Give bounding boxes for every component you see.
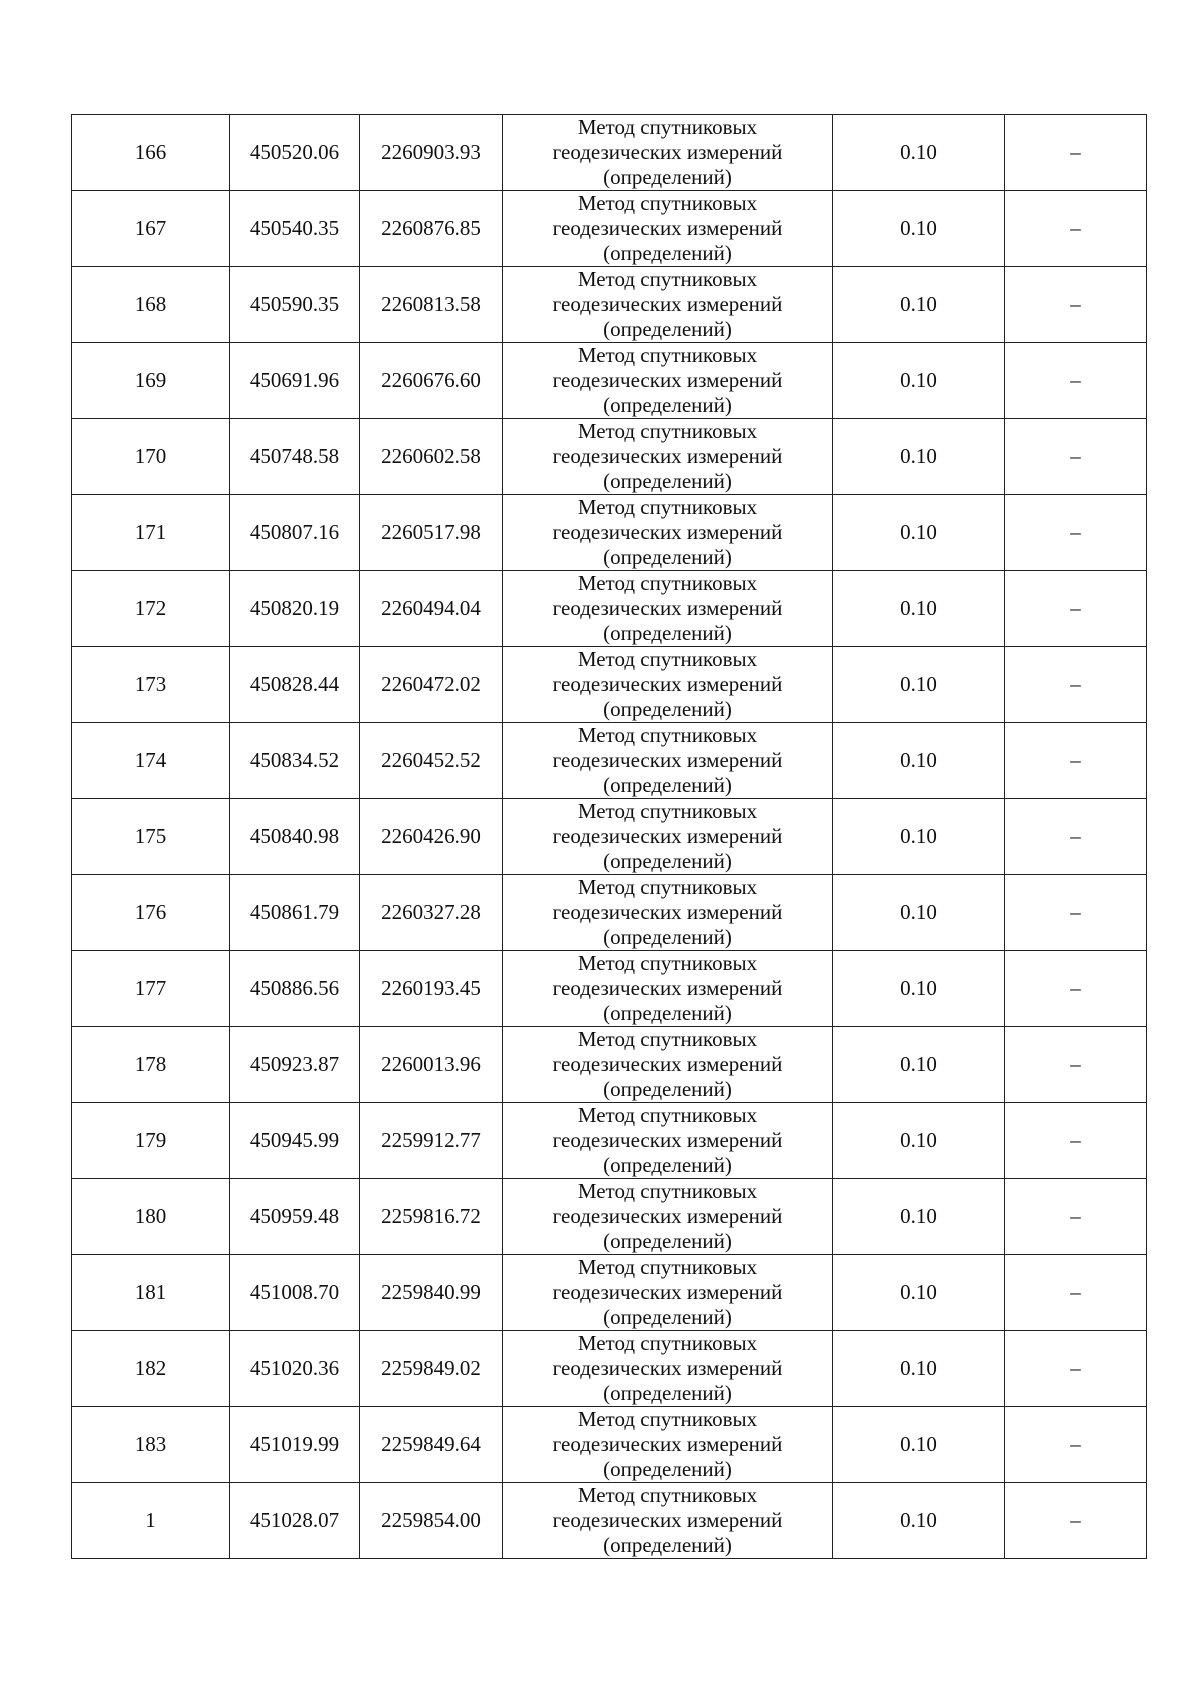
accuracy-cell: 0.10 [833, 1483, 1005, 1559]
table-row [72, 1103, 1147, 1179]
method-cell [503, 419, 833, 495]
accuracy-cell: 0.10 [833, 191, 1005, 267]
note-cell: – [1005, 191, 1147, 267]
accuracy-cell: 0.10 [833, 951, 1005, 1027]
method-text-line: геодезических измерений [552, 140, 783, 164]
accuracy-cell: 0.10 [833, 1331, 1005, 1407]
accuracy-cell: 0.10 [833, 1103, 1005, 1179]
note-cell: – [1005, 799, 1147, 875]
point-number-cell: 168 [72, 267, 230, 343]
note-cell: – [1005, 419, 1147, 495]
method-text-line: Метод спутниковых [577, 571, 758, 595]
method-cell [503, 647, 833, 723]
method-text-line: Метод спутниковых [577, 1103, 758, 1127]
point-number-cell: 167 [72, 191, 230, 267]
accuracy-cell: 0.10 [833, 1179, 1005, 1255]
note-cell: – [1005, 1103, 1147, 1179]
accuracy-cell: 0.10 [833, 875, 1005, 951]
method-text-line: геодезических измерений [552, 1204, 783, 1228]
accuracy-cell: 0.10 [833, 799, 1005, 875]
y-coordinate-cell: 2259840.99 [360, 1255, 503, 1331]
x-coordinate-cell: 450861.79 [230, 875, 360, 951]
method-cell [503, 1027, 833, 1103]
x-coordinate-cell: 451019.99 [230, 1407, 360, 1483]
method-text-line: (определений) [603, 317, 732, 341]
table-row [72, 875, 1147, 951]
point-number-cell: 181 [72, 1255, 230, 1331]
note-cell: – [1005, 723, 1147, 799]
method-text-line: геодезических измерений [552, 672, 783, 696]
method-cell [503, 115, 833, 191]
method-text-line: геодезических измерений [552, 1128, 783, 1152]
accuracy-cell: 0.10 [833, 115, 1005, 191]
coordinates-table-body [72, 115, 1147, 1559]
point-number-cell: 176 [72, 875, 230, 951]
method-text-line: (определений) [603, 1229, 732, 1253]
accuracy-cell: 0.10 [833, 723, 1005, 799]
y-coordinate-cell: 2260193.45 [360, 951, 503, 1027]
x-coordinate-cell: 450820.19 [230, 571, 360, 647]
method-text-line: (определений) [603, 697, 732, 721]
y-coordinate-cell: 2260602.58 [360, 419, 503, 495]
y-coordinate-cell: 2260452.52 [360, 723, 503, 799]
method-text-line: Метод спутниковых [577, 1407, 758, 1431]
table-row [72, 1331, 1147, 1407]
method-cell [503, 1331, 833, 1407]
y-coordinate-cell: 2260517.98 [360, 495, 503, 571]
note-cell: – [1005, 1179, 1147, 1255]
accuracy-cell: 0.10 [833, 495, 1005, 571]
method-text-line: (определений) [603, 849, 732, 873]
method-text-line: Метод спутниковых [577, 875, 758, 899]
table-row [72, 647, 1147, 723]
method-text-line: Метод спутниковых [577, 1027, 758, 1051]
point-number-cell: 170 [72, 419, 230, 495]
note-cell: – [1005, 951, 1147, 1027]
table-row [72, 1179, 1147, 1255]
method-text-line: геодезических измерений [552, 292, 783, 316]
x-coordinate-cell: 450590.35 [230, 267, 360, 343]
method-text-line: (определений) [603, 1077, 732, 1101]
method-text-line: геодезических измерений [552, 1356, 783, 1380]
method-text-line: Метод спутниковых [577, 1179, 758, 1203]
table-row [72, 495, 1147, 571]
point-number-cell: 182 [72, 1331, 230, 1407]
x-coordinate-cell: 450748.58 [230, 419, 360, 495]
method-text-line: геодезических измерений [552, 520, 783, 544]
method-text-line: Метод спутниковых [577, 343, 758, 367]
method-text-line: (определений) [603, 545, 732, 569]
table-row [72, 951, 1147, 1027]
point-number-cell: 183 [72, 1407, 230, 1483]
method-text-line: геодезических измерений [552, 1052, 783, 1076]
note-cell: – [1005, 1331, 1147, 1407]
note-cell: – [1005, 267, 1147, 343]
note-cell: – [1005, 571, 1147, 647]
y-coordinate-cell: 2260494.04 [360, 571, 503, 647]
point-number-cell: 178 [72, 1027, 230, 1103]
x-coordinate-cell: 450959.48 [230, 1179, 360, 1255]
table-row [72, 799, 1147, 875]
y-coordinate-cell: 2260426.90 [360, 799, 503, 875]
method-cell [503, 951, 833, 1027]
point-number-cell: 172 [72, 571, 230, 647]
x-coordinate-cell: 451020.36 [230, 1331, 360, 1407]
note-cell: – [1005, 495, 1147, 571]
method-cell [503, 1255, 833, 1331]
method-text-line: (определений) [603, 1305, 732, 1329]
method-text-line: (определений) [603, 1001, 732, 1025]
accuracy-cell: 0.10 [833, 1255, 1005, 1331]
point-number-cell: 177 [72, 951, 230, 1027]
method-text-line: Метод спутниковых [577, 495, 758, 519]
x-coordinate-cell: 450540.35 [230, 191, 360, 267]
x-coordinate-cell: 450807.16 [230, 495, 360, 571]
y-coordinate-cell: 2260903.93 [360, 115, 503, 191]
y-coordinate-cell: 2260676.60 [360, 343, 503, 419]
note-cell: – [1005, 1255, 1147, 1331]
method-cell [503, 191, 833, 267]
note-cell: – [1005, 115, 1147, 191]
y-coordinate-cell: 2259912.77 [360, 1103, 503, 1179]
x-coordinate-cell: 451008.70 [230, 1255, 360, 1331]
accuracy-cell: 0.10 [833, 1407, 1005, 1483]
point-number-cell: 179 [72, 1103, 230, 1179]
method-cell [503, 1407, 833, 1483]
x-coordinate-cell: 450923.87 [230, 1027, 360, 1103]
point-number-cell: 169 [72, 343, 230, 419]
method-text-line: (определений) [603, 1457, 732, 1481]
accuracy-cell: 0.10 [833, 419, 1005, 495]
point-number-cell: 173 [72, 647, 230, 723]
method-text-line: Метод спутниковых [577, 1255, 758, 1279]
method-cell [503, 1179, 833, 1255]
point-number-cell: 171 [72, 495, 230, 571]
method-text-line: геодезических измерений [552, 444, 783, 468]
method-text-line: геодезических измерений [552, 596, 783, 620]
method-text-line: Метод спутниковых [577, 419, 758, 443]
y-coordinate-cell: 2260013.96 [360, 1027, 503, 1103]
method-text-line: Метод спутниковых [577, 191, 758, 215]
table-row [72, 1255, 1147, 1331]
x-coordinate-cell: 450691.96 [230, 343, 360, 419]
point-number-cell: 1 [72, 1483, 230, 1559]
point-number-cell: 166 [72, 115, 230, 191]
table-row [72, 343, 1147, 419]
method-text-line: геодезических измерений [552, 900, 783, 924]
method-text-line: Метод спутниковых [577, 267, 758, 291]
x-coordinate-cell: 450945.99 [230, 1103, 360, 1179]
method-text-line: геодезических измерений [552, 368, 783, 392]
method-text-line: (определений) [603, 925, 732, 949]
x-coordinate-cell: 450520.06 [230, 115, 360, 191]
y-coordinate-cell: 2259849.02 [360, 1331, 503, 1407]
method-text-line: Метод спутниковых [577, 1483, 758, 1507]
method-cell [503, 1483, 833, 1559]
method-text-line: (определений) [603, 773, 732, 797]
method-cell [503, 1103, 833, 1179]
x-coordinate-cell: 450834.52 [230, 723, 360, 799]
method-text-line: (определений) [603, 469, 732, 493]
method-text-line: геодезических измерений [552, 1432, 783, 1456]
method-text-line: Метод спутниковых [577, 723, 758, 747]
x-coordinate-cell: 450828.44 [230, 647, 360, 723]
y-coordinate-cell: 2259849.64 [360, 1407, 503, 1483]
method-text-line: Метод спутниковых [577, 115, 758, 139]
method-text-line: (определений) [603, 1533, 732, 1557]
method-text-line: геодезических измерений [552, 1508, 783, 1532]
table-row [72, 723, 1147, 799]
method-text-line: геодезических измерений [552, 216, 783, 240]
y-coordinate-cell: 2260876.85 [360, 191, 503, 267]
table-row [72, 1483, 1147, 1559]
method-text-line: Метод спутниковых [577, 647, 758, 671]
note-cell: – [1005, 1483, 1147, 1559]
method-cell [503, 343, 833, 419]
method-cell [503, 723, 833, 799]
method-text-line: (определений) [603, 1381, 732, 1405]
point-number-cell: 180 [72, 1179, 230, 1255]
accuracy-cell: 0.10 [833, 571, 1005, 647]
note-cell: – [1005, 875, 1147, 951]
method-cell [503, 875, 833, 951]
method-text-line: (определений) [603, 393, 732, 417]
method-cell [503, 267, 833, 343]
y-coordinate-cell: 2259816.72 [360, 1179, 503, 1255]
method-text-line: геодезических измерений [552, 748, 783, 772]
note-cell: – [1005, 1407, 1147, 1483]
table-row [72, 571, 1147, 647]
method-cell [503, 495, 833, 571]
method-text-line: геодезических измерений [552, 976, 783, 1000]
x-coordinate-cell: 450840.98 [230, 799, 360, 875]
note-cell: – [1005, 343, 1147, 419]
y-coordinate-cell: 2260327.28 [360, 875, 503, 951]
accuracy-cell: 0.10 [833, 647, 1005, 723]
method-text-line: Метод спутниковых [577, 951, 758, 975]
method-text-line: Метод спутниковых [577, 1331, 758, 1355]
point-number-cell: 175 [72, 799, 230, 875]
table-row [72, 115, 1147, 191]
method-cell [503, 571, 833, 647]
accuracy-cell: 0.10 [833, 267, 1005, 343]
method-text-line: геодезических измерений [552, 1280, 783, 1304]
method-text-line: Метод спутниковых [577, 799, 758, 823]
accuracy-cell: 0.10 [833, 343, 1005, 419]
y-coordinate-cell: 2260813.58 [360, 267, 503, 343]
coordinates-table [71, 114, 1147, 1559]
note-cell: – [1005, 1027, 1147, 1103]
method-cell [503, 799, 833, 875]
table-row [72, 267, 1147, 343]
method-text-line: (определений) [603, 621, 732, 645]
point-number-cell: 174 [72, 723, 230, 799]
table-row [72, 191, 1147, 267]
method-text-line: геодезических измерений [552, 824, 783, 848]
method-text-line: (определений) [603, 241, 732, 265]
accuracy-cell: 0.10 [833, 1027, 1005, 1103]
x-coordinate-cell: 450886.56 [230, 951, 360, 1027]
table-row [72, 419, 1147, 495]
table-row [72, 1407, 1147, 1483]
method-text-line: (определений) [603, 165, 732, 189]
y-coordinate-cell: 2260472.02 [360, 647, 503, 723]
x-coordinate-cell: 451028.07 [230, 1483, 360, 1559]
note-cell: – [1005, 647, 1147, 723]
y-coordinate-cell: 2259854.00 [360, 1483, 503, 1559]
table-row [72, 1027, 1147, 1103]
method-text-line: (определений) [603, 1153, 732, 1177]
